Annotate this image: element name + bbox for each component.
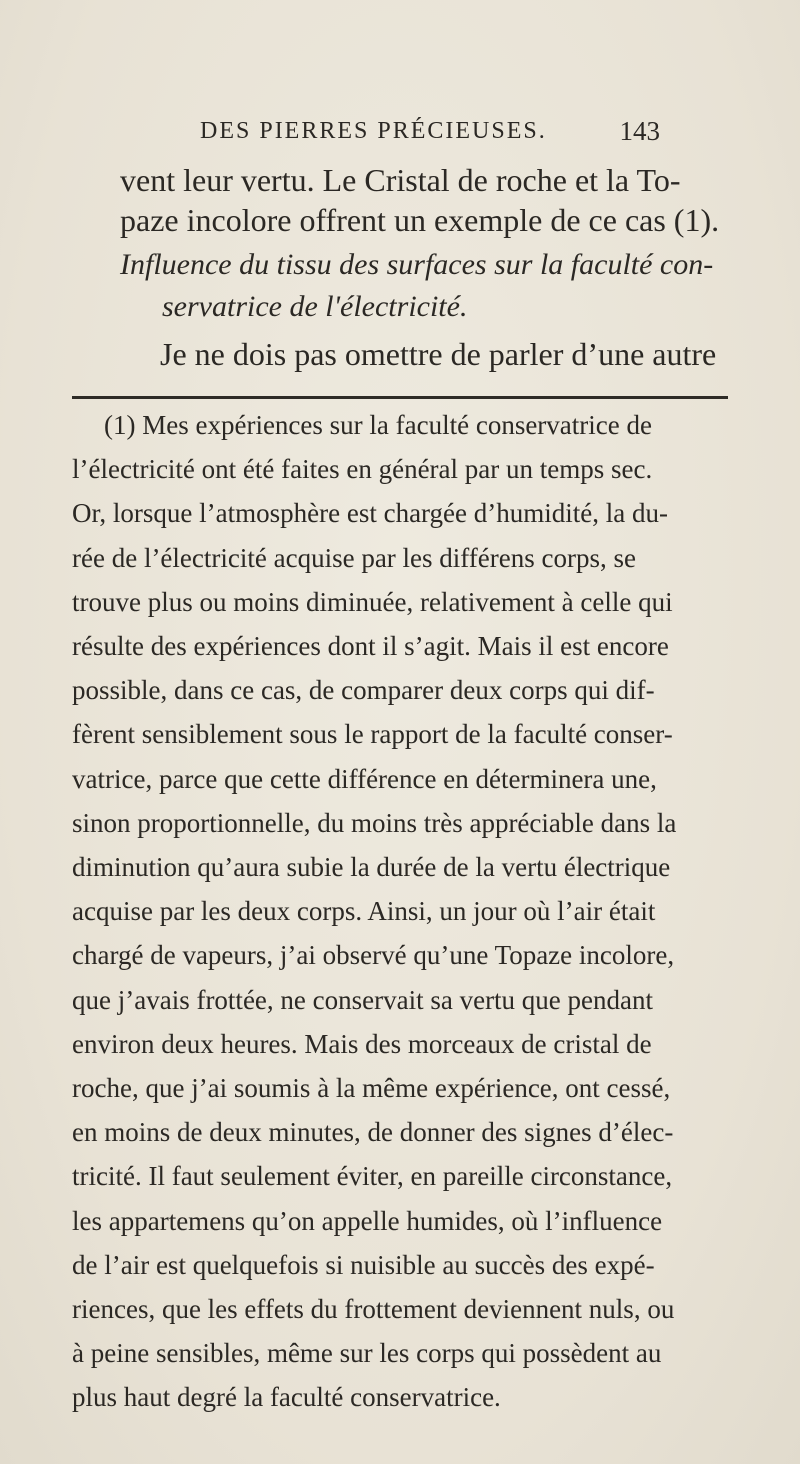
footnote-line: les appartemens qu’on appelle humides, où l’influence	[72, 1205, 663, 1236]
footnote-line: résulte des expériences dont il s’agit. Mais il est encore	[72, 631, 669, 661]
footnote-line: à peine sensibles, même sur les corps qui possèdent au	[72, 1338, 662, 1369]
footnote-line: diminution qu’aura subie la durée de la vertu électrique	[72, 852, 671, 882]
footnote-line: (1) Mes expériences sur la faculté conservatrice de	[104, 410, 652, 440]
section-heading-line: Influence du tissu des surfaces sur la faculté con-	[120, 248, 714, 281]
footnote-line: rée de l’électricité acquise par les différens corps, se	[72, 542, 636, 573]
footnote-line: en moins de deux minutes, de donner des signes d’élec-	[72, 1117, 674, 1148]
footnote-line: de l’air est quelquefois si nuisible au succès des expé-	[72, 1249, 655, 1280]
running-title: DES PIERRES PRÉCIEUSES.	[200, 118, 547, 144]
footnote-line: acquise par les deux corps. Ainsi, un jour où l’air était	[72, 896, 656, 927]
footnote-line: vatrice, parce que cette différence en déterminera une,	[72, 763, 657, 794]
footnote-line: environ deux heures. Mais des morceaux de cristal de	[72, 1028, 652, 1059]
footnote-line: trouve plus ou moins diminuée, relativement à celle qui	[72, 586, 673, 617]
page-header	[120, 118, 660, 158]
footnote-line: roche, que j’ai soumis à la même expérience, ont cessé,	[72, 1073, 671, 1103]
footnote-line: fèrent sensiblement sous le rapport de la faculté conser-	[72, 719, 673, 750]
footnote-line: riences, que les effets du frottement deviennent nuls, ou	[72, 1294, 675, 1324]
footnote-separator-rule	[72, 396, 728, 399]
page-number: 143	[619, 116, 660, 146]
section-heading-line: servatrice de l'électricité.	[162, 290, 468, 323]
footnote-line: chargé de vapeurs, j’ai observé qu’une Topaze incolore,	[72, 940, 675, 971]
footnote-line: plus haut degré la faculté conservatrice.	[72, 1382, 501, 1413]
main-text-line: vent leur vertu. Le Cristal de roche et la To-	[120, 162, 681, 198]
footnote-line: l’électricité ont été faites en général par un temps sec.	[72, 454, 653, 485]
footnote-line: que j’avais frottée, ne conservait sa vertu que pendant	[72, 984, 654, 1015]
footnote-line: sinon proportionnelle, du moins très appréciable dans la	[72, 807, 677, 838]
footnote-line: Or, lorsque l’atmosphère est chargée d’humidité, la du-	[72, 498, 668, 529]
footnote-line: possible, dans ce cas, de comparer deux corps qui dif-	[72, 675, 655, 706]
footnote-line: tricité. Il faut seulement éviter, en pareille circonstance,	[72, 1161, 673, 1192]
paragraph-line: Je ne dois pas omettre de parler d’une autre	[160, 336, 717, 372]
main-text-line: paze incolore offrent un exemple de ce cas (1).	[120, 202, 720, 238]
